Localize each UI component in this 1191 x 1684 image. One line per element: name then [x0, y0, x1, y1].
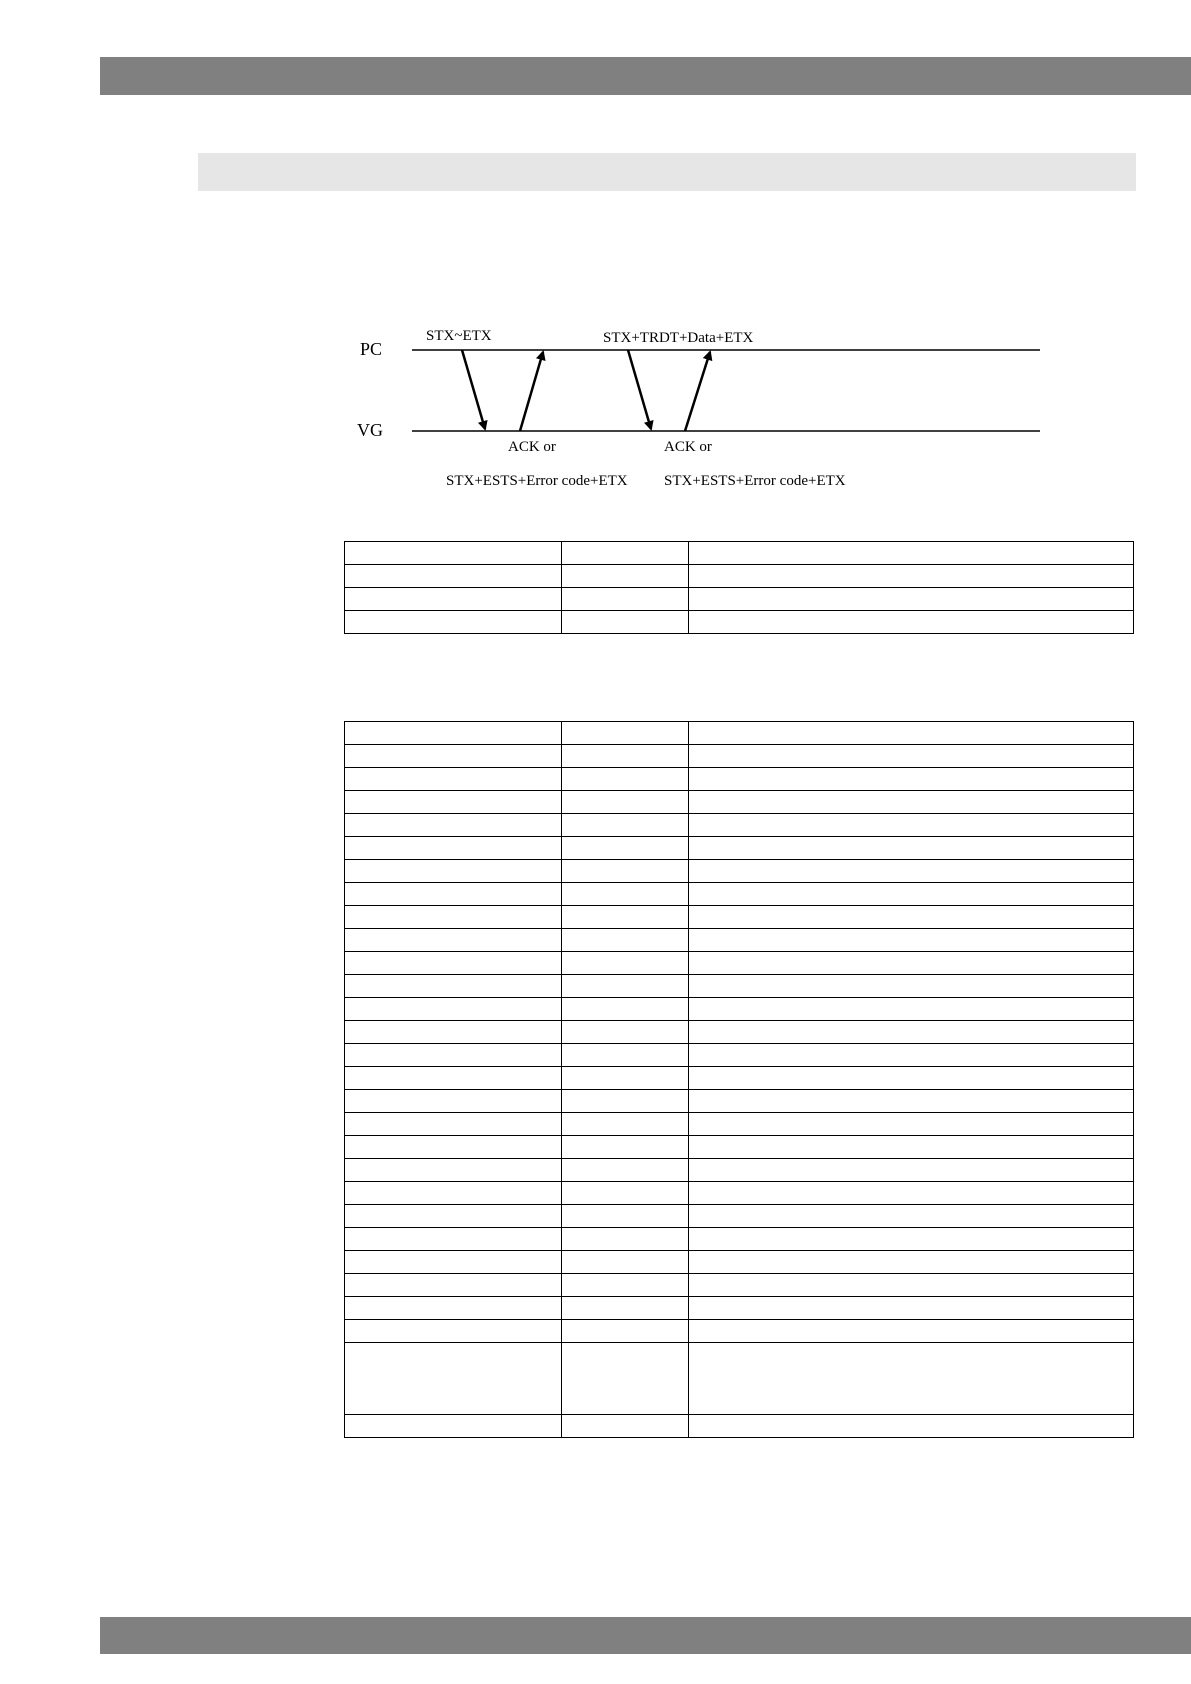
table-cell — [562, 1415, 689, 1438]
table-row — [345, 565, 1134, 588]
table-cell — [689, 860, 1134, 883]
reply-label-1b: STX+ESTS+Error code+ETX — [446, 473, 628, 489]
table-cell — [689, 1159, 1134, 1182]
table-cell — [689, 814, 1134, 837]
table-row — [345, 542, 1134, 565]
table-cell — [562, 1297, 689, 1320]
table-row — [345, 722, 1134, 745]
vg-label: VG — [357, 420, 383, 440]
table-cell — [345, 565, 562, 588]
table-cell — [689, 837, 1134, 860]
table-cell — [562, 1044, 689, 1067]
table-row — [345, 1090, 1134, 1113]
table-cell — [562, 1320, 689, 1343]
table-row — [345, 1159, 1134, 1182]
table-cell — [562, 1159, 689, 1182]
table-cell — [562, 1136, 689, 1159]
pc-label: PC — [360, 339, 383, 359]
table-row — [345, 1320, 1134, 1343]
small-table — [344, 541, 1134, 634]
table-cell — [689, 1182, 1134, 1205]
sequence-diagram — [340, 310, 1040, 510]
table-row — [345, 906, 1134, 929]
table-row — [345, 1136, 1134, 1159]
table-cell — [562, 542, 689, 565]
table-row — [345, 611, 1134, 634]
table-cell — [345, 883, 562, 906]
table-cell — [345, 745, 562, 768]
table-row — [345, 791, 1134, 814]
table-cell — [562, 860, 689, 883]
table-cell — [689, 975, 1134, 998]
table-cell — [689, 588, 1134, 611]
table-cell — [689, 998, 1134, 1021]
table-cell — [562, 791, 689, 814]
table-cell — [562, 1113, 689, 1136]
table-row — [345, 1044, 1134, 1067]
table-cell — [562, 883, 689, 906]
table-cell — [562, 565, 689, 588]
send-label-2: STX+TRDT+Data+ETX — [603, 330, 754, 346]
table-cell — [345, 1159, 562, 1182]
table-row — [345, 1205, 1134, 1228]
table-row — [345, 837, 1134, 860]
table-cell — [689, 1113, 1134, 1136]
table-row — [345, 745, 1134, 768]
arrow-pc-to-vg-2 — [628, 350, 651, 429]
arrow-vg-to-pc-2 — [685, 352, 710, 431]
table-cell — [562, 998, 689, 1021]
table-row — [345, 1274, 1134, 1297]
table-cell — [345, 791, 562, 814]
table-cell — [689, 791, 1134, 814]
table-row — [345, 1021, 1134, 1044]
table-cell — [562, 1067, 689, 1090]
table-cell — [689, 542, 1134, 565]
table-cell — [689, 1228, 1134, 1251]
table-row — [345, 768, 1134, 791]
table-cell — [689, 883, 1134, 906]
table-row — [345, 1343, 1134, 1415]
table-cell — [562, 1274, 689, 1297]
table-cell — [562, 975, 689, 998]
table-cell — [562, 1228, 689, 1251]
reply-label-2a: ACK or — [664, 439, 712, 455]
table-cell — [345, 1274, 562, 1297]
table-cell — [689, 1044, 1134, 1067]
table-cell — [345, 1067, 562, 1090]
table-cell — [562, 929, 689, 952]
table-cell — [562, 1343, 689, 1415]
table-row — [345, 998, 1134, 1021]
table-cell — [345, 837, 562, 860]
table-cell — [562, 611, 689, 634]
send-label-1: STX~ETX — [426, 328, 492, 344]
table-row — [345, 952, 1134, 975]
table-cell — [345, 1297, 562, 1320]
table-cell — [689, 1274, 1134, 1297]
table-cell — [345, 906, 562, 929]
table-cell — [345, 768, 562, 791]
section-heading-bar — [198, 153, 1136, 191]
table-cell — [345, 1113, 562, 1136]
table-cell — [562, 745, 689, 768]
table-cell — [689, 1343, 1134, 1415]
table-cell — [345, 588, 562, 611]
table-cell — [562, 952, 689, 975]
table-cell — [345, 952, 562, 975]
table-row — [345, 1113, 1134, 1136]
arrow-vg-to-pc-1 — [520, 352, 543, 431]
table-cell — [562, 1090, 689, 1113]
table-cell — [345, 975, 562, 998]
table-cell — [562, 768, 689, 791]
table-row — [345, 1297, 1134, 1320]
table-cell — [345, 1320, 562, 1343]
table-cell — [345, 998, 562, 1021]
table-row — [345, 1182, 1134, 1205]
large-table — [344, 721, 1134, 1438]
table-cell — [689, 1136, 1134, 1159]
table-cell — [689, 1205, 1134, 1228]
table-cell — [689, 1090, 1134, 1113]
table-cell — [562, 1021, 689, 1044]
table-cell — [562, 906, 689, 929]
reply-label-1a: ACK or — [508, 439, 556, 455]
table-row — [345, 883, 1134, 906]
footer-band — [100, 1617, 1191, 1654]
table-row — [345, 1228, 1134, 1251]
table-cell — [345, 1044, 562, 1067]
table-cell — [562, 588, 689, 611]
table-cell — [562, 837, 689, 860]
table-cell — [345, 1251, 562, 1274]
table-cell — [345, 814, 562, 837]
table-cell — [562, 814, 689, 837]
table-cell — [345, 1228, 562, 1251]
table-row — [345, 975, 1134, 998]
table-row — [345, 1251, 1134, 1274]
table-row — [345, 814, 1134, 837]
table-cell — [345, 1182, 562, 1205]
table-cell — [345, 1343, 562, 1415]
reply-label-2b: STX+ESTS+Error code+ETX — [664, 473, 846, 489]
table-cell — [689, 1320, 1134, 1343]
table-cell — [689, 929, 1134, 952]
table-cell — [345, 929, 562, 952]
table-cell — [345, 542, 562, 565]
table-cell — [689, 768, 1134, 791]
arrow-pc-to-vg-1 — [462, 350, 485, 429]
table-cell — [345, 722, 562, 745]
table-cell — [689, 1297, 1134, 1320]
table-cell — [345, 611, 562, 634]
table-cell — [345, 1415, 562, 1438]
table-cell — [562, 1251, 689, 1274]
table-cell — [689, 565, 1134, 588]
table-cell — [562, 1182, 689, 1205]
table-cell — [562, 1205, 689, 1228]
header-band — [100, 57, 1191, 95]
table-cell — [345, 1205, 562, 1228]
table-cell — [345, 860, 562, 883]
table-cell — [689, 722, 1134, 745]
table-row — [345, 588, 1134, 611]
table-cell — [345, 1021, 562, 1044]
table-cell — [689, 611, 1134, 634]
table-row — [345, 929, 1134, 952]
table-cell — [345, 1090, 562, 1113]
table-cell — [689, 906, 1134, 929]
table-row — [345, 860, 1134, 883]
table-cell — [689, 1251, 1134, 1274]
table-cell — [689, 1067, 1134, 1090]
table-cell — [562, 722, 689, 745]
table-row — [345, 1067, 1134, 1090]
table-cell — [689, 1415, 1134, 1438]
table-row — [345, 1415, 1134, 1438]
table-cell — [689, 1021, 1134, 1044]
table-cell — [689, 952, 1134, 975]
table-cell — [345, 1136, 562, 1159]
table-cell — [689, 745, 1134, 768]
